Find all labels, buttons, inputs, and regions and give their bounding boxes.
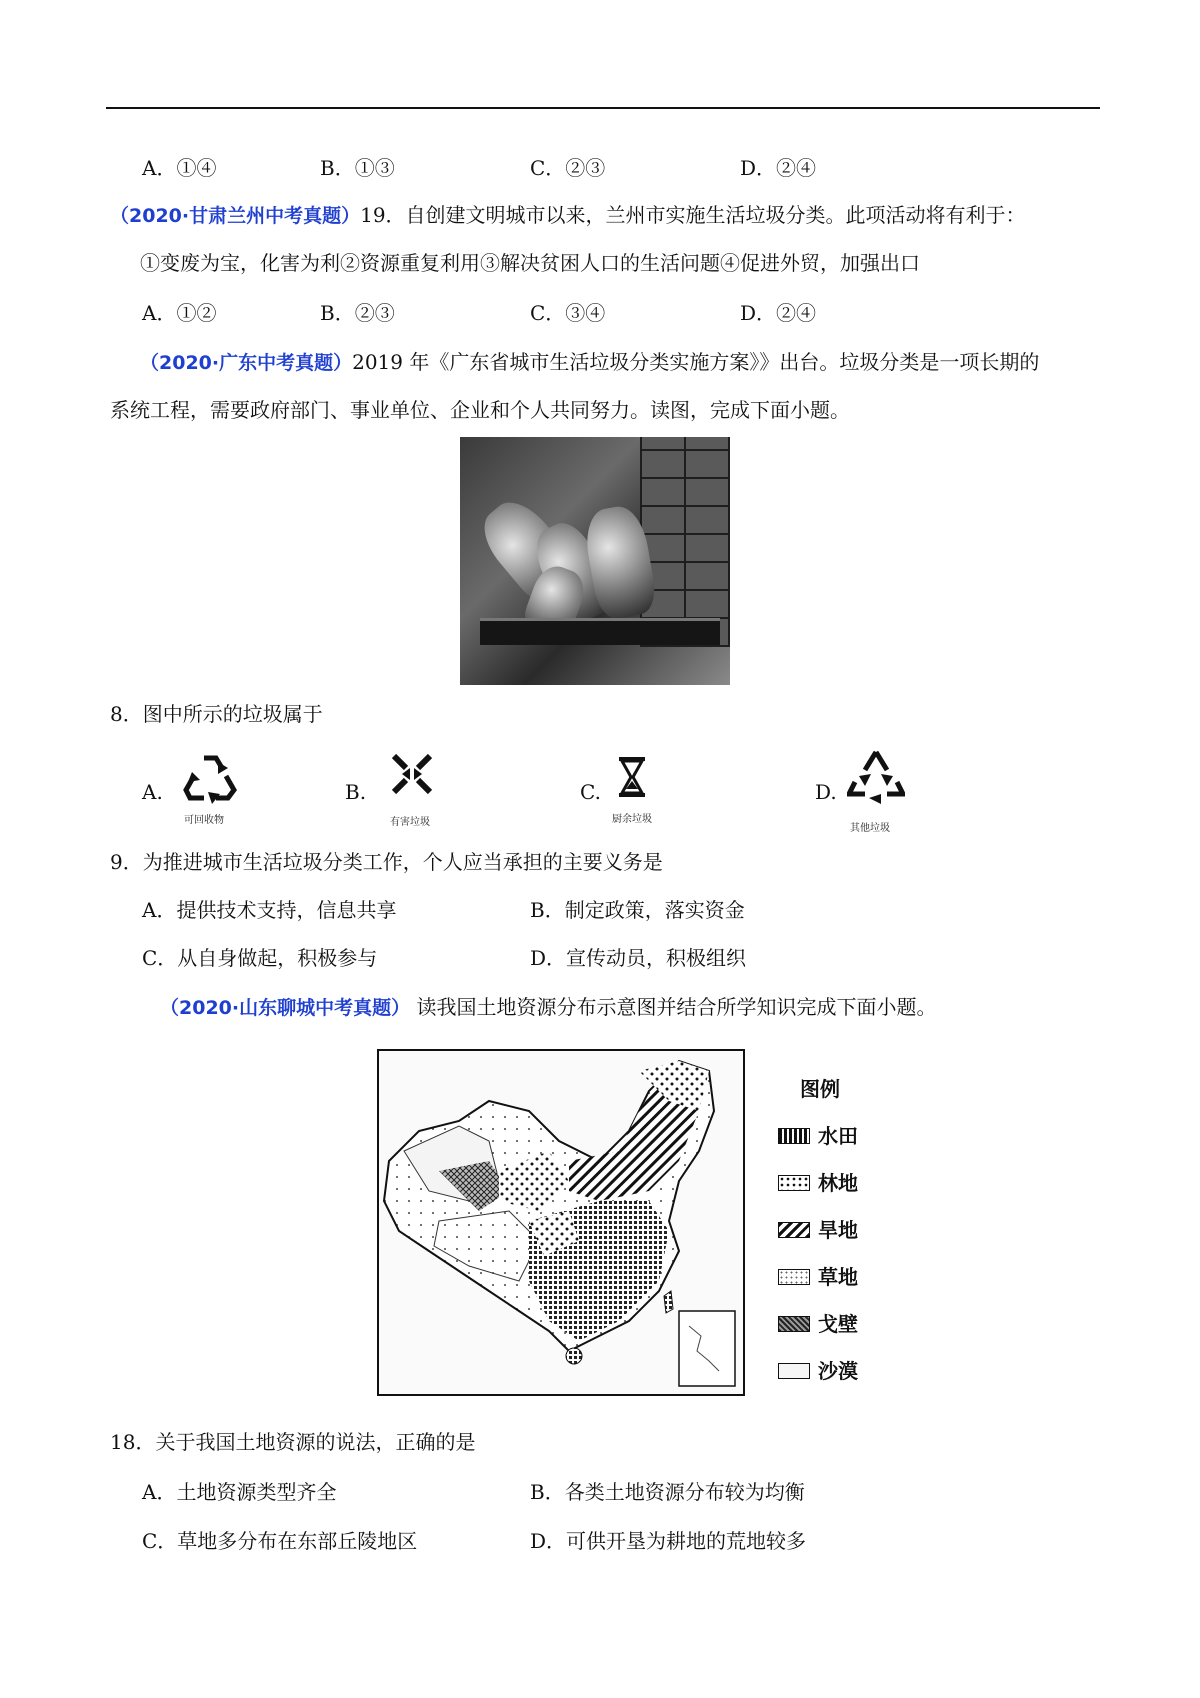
q19-source: （2020·甘肃兰州中考真题） bbox=[110, 205, 361, 227]
q8-option-c-caption: 厨余垃圾 bbox=[612, 814, 652, 825]
q19-option-a: A．①② bbox=[142, 301, 217, 325]
legend-swatch-gobi bbox=[778, 1316, 810, 1332]
legend-item-gobi: 戈壁 bbox=[818, 1312, 858, 1336]
q8-option-b-letter: B. bbox=[345, 780, 367, 804]
prev-option-d: D．②④ bbox=[740, 156, 817, 180]
sd-heading bbox=[160, 993, 936, 1022]
q8-option-a-caption: 可回收物 bbox=[184, 815, 224, 826]
q8-stem: 8．图中所示的垃圾属于 bbox=[110, 702, 323, 726]
legend-title: 图例 bbox=[800, 1077, 840, 1101]
legend-swatch-dryland bbox=[778, 1222, 810, 1238]
q18-option-b: B．各类土地资源分布较为均衡 bbox=[530, 1480, 805, 1504]
recycle-icon bbox=[182, 752, 238, 804]
legend-swatch-paddy bbox=[778, 1128, 810, 1144]
q18-option-a: A．土地资源类型齐全 bbox=[142, 1480, 337, 1504]
q8-option-a-letter: A. bbox=[142, 780, 163, 804]
q8-option-d-caption: 其他垃圾 bbox=[850, 823, 890, 834]
legend-item-paddy: 水田 bbox=[818, 1124, 858, 1148]
legend-item-forest: 林地 bbox=[818, 1171, 858, 1195]
legend-swatch-desert bbox=[778, 1363, 810, 1379]
q18-option-d: D．可供开垦为耕地的荒地较多 bbox=[530, 1529, 807, 1553]
garbage-photo bbox=[460, 437, 730, 685]
header-rule bbox=[106, 107, 1100, 109]
q8-option-d-letter: D. bbox=[815, 780, 837, 804]
legend-swatch-grassland bbox=[778, 1269, 810, 1285]
q19-option-d: D．②④ bbox=[740, 301, 817, 325]
hazardous-icon bbox=[388, 750, 436, 798]
legend-swatch-forest bbox=[778, 1175, 810, 1191]
prev-option-a: A．①④ bbox=[142, 156, 217, 180]
other-waste-icon bbox=[847, 748, 905, 806]
q19-option-b: B．②③ bbox=[320, 301, 395, 325]
q18-option-c: C．草地多分布在东部丘陵地区 bbox=[142, 1529, 418, 1553]
q9-stem: 9．为推进城市生活垃圾分类工作，个人应当承担的主要义务是 bbox=[110, 850, 663, 874]
legend-item-desert: 沙漠 bbox=[818, 1359, 858, 1383]
photo-tray bbox=[480, 618, 720, 645]
gd-source: （2020·广东中考真题） bbox=[140, 352, 353, 374]
q9-option-b: B．制定政策，落实资金 bbox=[530, 898, 745, 922]
q19-items: ①变废为宝，化害为利②资源重复利用③解决贫困人口的生活问题④促进外贸，加强出口 bbox=[140, 251, 920, 275]
legend-item-dryland: 旱地 bbox=[818, 1218, 858, 1242]
q19-heading bbox=[110, 201, 1026, 230]
q9-option-a: A．提供技术支持，信息共享 bbox=[142, 898, 397, 922]
photo-brick-wall bbox=[640, 437, 730, 647]
q8-option-b-caption: 有害垃圾 bbox=[390, 817, 430, 828]
prev-option-c: C．②③ bbox=[530, 156, 606, 180]
food-waste-icon bbox=[617, 755, 647, 799]
q9-option-c: C．从自身做起，积极参与 bbox=[142, 946, 378, 970]
q19-option-c: C．③④ bbox=[530, 301, 606, 325]
china-land-resource-map bbox=[377, 1049, 745, 1396]
sd-stem: 读我国土地资源分布示意图并结合所学知识完成下面小题。 bbox=[410, 995, 937, 1019]
gd-stem-line1: 2019 年《广东省城市生活垃圾分类实施方案》》出台。垃圾分类是一项长期的 bbox=[352, 350, 1040, 374]
q8-option-c-letter: C. bbox=[580, 780, 601, 804]
prev-option-b: B．①③ bbox=[320, 156, 395, 180]
china-map-svg bbox=[379, 1051, 743, 1394]
q19-stem: 19．自创建文明城市以来，兰州市实施生活垃圾分类。此项活动将有利于： bbox=[360, 203, 1026, 227]
sd-source: （2020·山东聊城中考真题） bbox=[160, 997, 411, 1019]
gd-heading bbox=[140, 348, 1039, 377]
q9-option-d: D．宣传动员，积极组织 bbox=[530, 946, 747, 970]
gd-stem-line2: 系统工程，需要政府部门、事业单位、企业和个人共同努力。读图，完成下面小题。 bbox=[110, 398, 850, 422]
legend-item-grassland: 草地 bbox=[818, 1265, 858, 1289]
q18-stem: 18．关于我国土地资源的说法，正确的是 bbox=[110, 1430, 476, 1454]
